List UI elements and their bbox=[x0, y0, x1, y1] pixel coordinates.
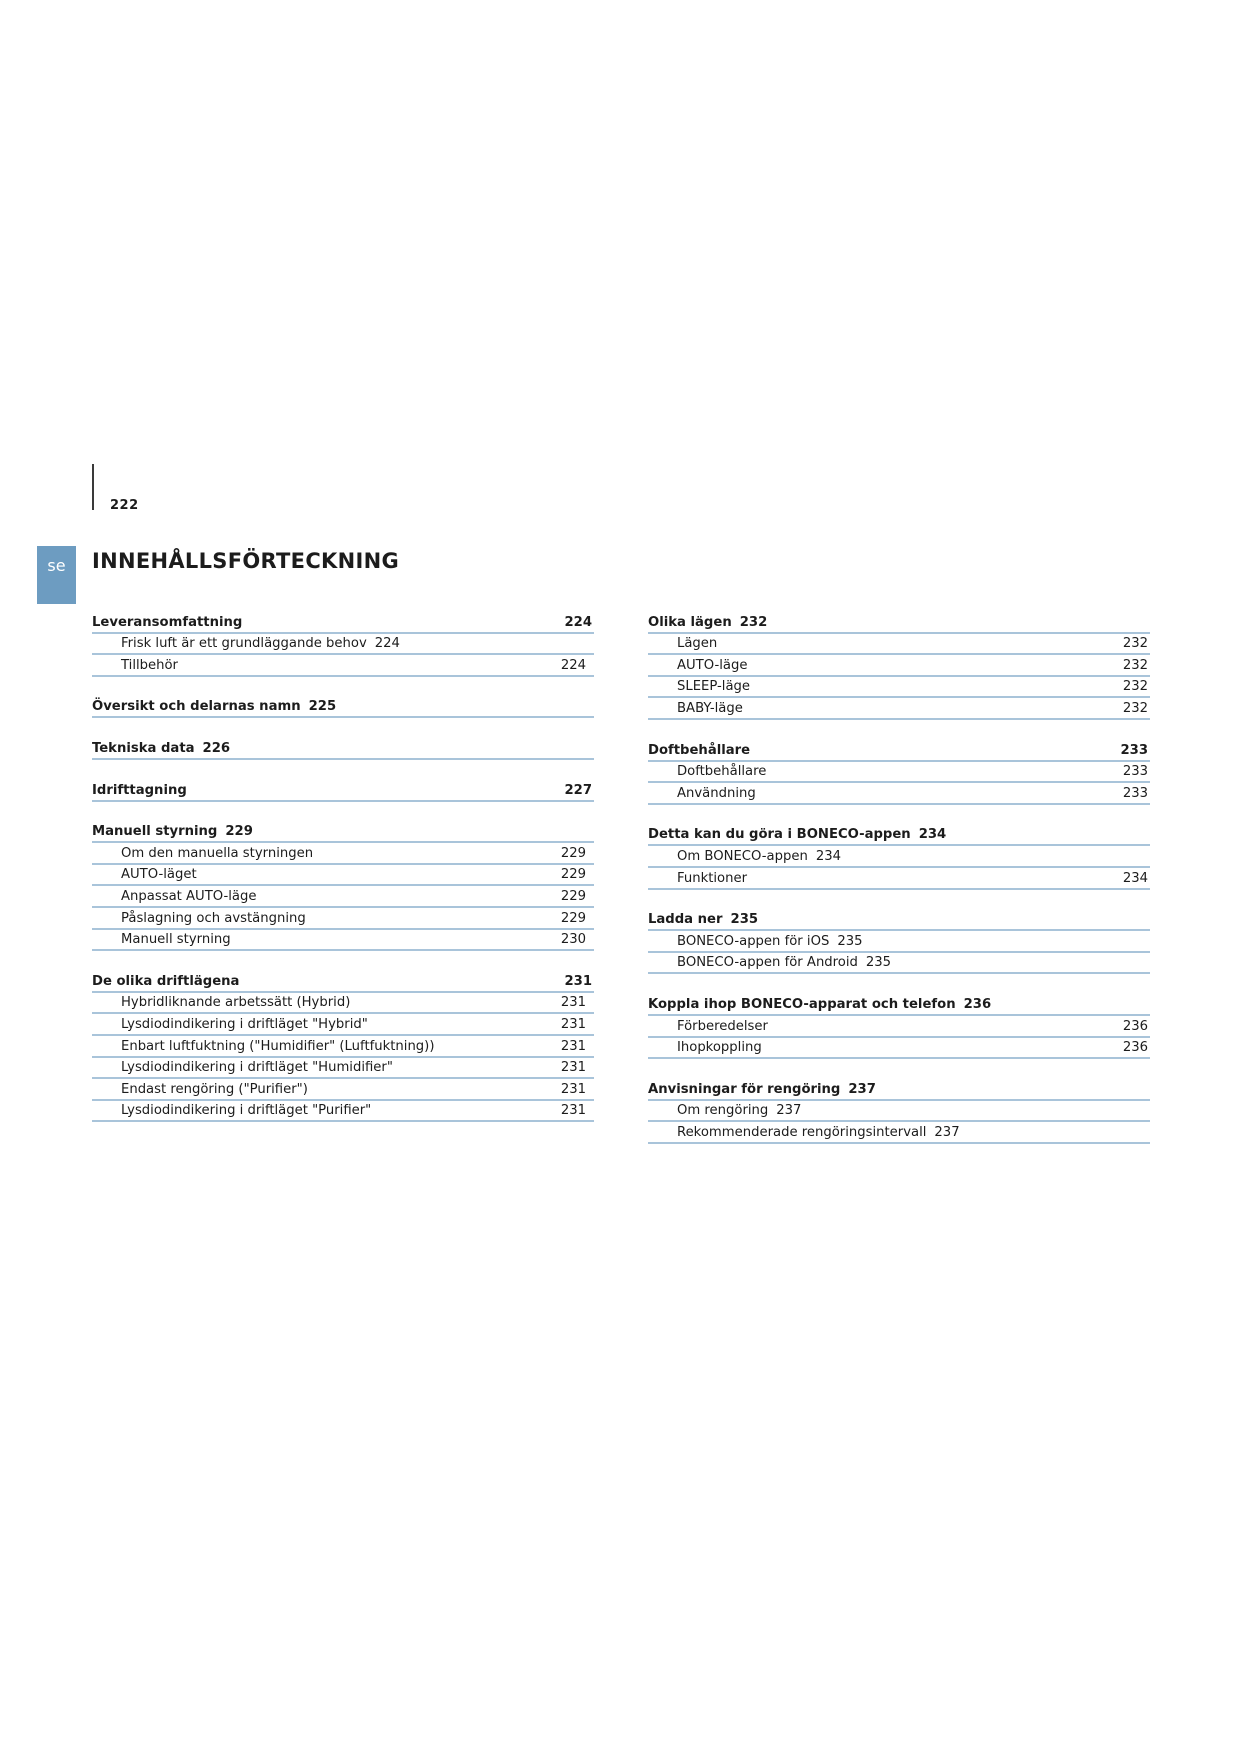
toc-heading-label-wrap bbox=[92, 741, 592, 756]
toc-section bbox=[92, 971, 594, 1122]
toc-heading-label: Tekniska data bbox=[92, 740, 195, 756]
toc-entry-label-wrap bbox=[92, 1017, 561, 1032]
toc-heading-label: Idrifttagning bbox=[92, 782, 187, 798]
toc-heading-inline-page: 234 bbox=[918, 827, 947, 843]
page-number: 222 bbox=[110, 498, 139, 513]
toc-entry-label-wrap bbox=[648, 1103, 1148, 1118]
toc-entry-label: Lysdiodindikering i driftläget "Humidifier" bbox=[121, 1060, 393, 1076]
toc-heading-label-wrap bbox=[92, 824, 592, 839]
toc-entry-row[interactable] bbox=[648, 677, 1150, 699]
toc-entry-label-wrap bbox=[92, 889, 561, 904]
toc-heading-inline-page: 229 bbox=[225, 824, 253, 840]
toc-left-column bbox=[92, 612, 594, 1142]
toc-entry-row[interactable] bbox=[648, 868, 1150, 890]
toc-entry-row[interactable] bbox=[92, 634, 594, 656]
toc-entry-page: 236 bbox=[1122, 1040, 1148, 1056]
toc-entry-page: 224 bbox=[560, 657, 586, 673]
toc-entry-row[interactable] bbox=[648, 698, 1150, 720]
toc-entry-row[interactable] bbox=[92, 843, 594, 865]
toc-entry-label-wrap bbox=[92, 932, 561, 947]
toc-heading-label: Leveransomfattning bbox=[92, 614, 243, 630]
toc-heading-label: Översikt och delarnas namn bbox=[92, 699, 301, 715]
toc-entry-inline-page: 237 bbox=[934, 1124, 960, 1140]
toc-entry-label: Funktioner bbox=[677, 870, 748, 886]
language-tab: se bbox=[37, 546, 76, 604]
toc-heading-label-wrap bbox=[92, 699, 592, 714]
toc-entry-label: BABY-läge bbox=[677, 700, 743, 716]
toc-entry-row[interactable] bbox=[648, 931, 1150, 953]
toc-heading-label-wrap bbox=[648, 615, 1148, 630]
toc-entry-label-wrap bbox=[92, 846, 561, 861]
toc-section bbox=[92, 738, 594, 760]
toc-entry-page: 231 bbox=[560, 1081, 586, 1097]
toc-section bbox=[92, 612, 594, 677]
toc-heading-page: 224 bbox=[564, 614, 592, 630]
toc-entry-page: 232 bbox=[1122, 700, 1148, 716]
toc-entry-label-wrap bbox=[92, 911, 561, 926]
toc-heading-row[interactable] bbox=[92, 697, 594, 719]
toc-entry-label: Anpassat AUTO-läge bbox=[121, 888, 257, 904]
toc-entry-page: 232 bbox=[1122, 679, 1148, 695]
toc-section bbox=[648, 994, 1150, 1059]
toc-entry-label-wrap bbox=[648, 871, 1123, 886]
toc-entry-label-wrap bbox=[92, 1039, 561, 1054]
toc-entry-label-wrap bbox=[648, 849, 1148, 864]
toc-entry-row[interactable] bbox=[92, 1058, 594, 1080]
toc-section bbox=[648, 740, 1150, 805]
toc-heading-label-wrap bbox=[648, 743, 1120, 758]
toc-entry-label-wrap bbox=[92, 1082, 561, 1097]
toc-entry-row[interactable] bbox=[92, 993, 594, 1015]
toc-section bbox=[92, 780, 594, 802]
toc-entry-row[interactable] bbox=[648, 655, 1150, 677]
toc-entry-row[interactable] bbox=[92, 1079, 594, 1101]
toc-heading-row[interactable] bbox=[648, 910, 1150, 932]
toc-entry-row[interactable] bbox=[92, 886, 594, 908]
toc-heading-inline-page: 232 bbox=[739, 614, 768, 630]
toc-heading-inline-page: 237 bbox=[848, 1081, 876, 1097]
toc-heading-inline-page: 226 bbox=[202, 740, 231, 756]
toc-heading-label-wrap bbox=[648, 827, 1148, 842]
toc-entry-page: 236 bbox=[1122, 1018, 1148, 1034]
toc-entry-page: 233 bbox=[1122, 764, 1148, 780]
toc-entry-label: Lysdiodindikering i driftläget "Hybrid" bbox=[121, 1016, 368, 1032]
toc-entry-inline-page: 235 bbox=[837, 933, 863, 949]
toc-entry-label-wrap bbox=[92, 636, 586, 651]
toc-entry-page: 229 bbox=[560, 845, 586, 861]
toc-heading-label: De olika driftlägena bbox=[92, 973, 240, 989]
toc-entry-row[interactable] bbox=[648, 1038, 1150, 1060]
toc-heading-label-wrap bbox=[92, 615, 564, 630]
toc-entry-row[interactable] bbox=[648, 1016, 1150, 1038]
toc-entry-page: 229 bbox=[560, 867, 586, 883]
toc-entry-label-wrap bbox=[648, 786, 1123, 801]
toc-entry-label: Om BONECO-appen bbox=[677, 848, 808, 864]
toc-heading-page: 227 bbox=[564, 782, 592, 798]
toc-entry-inline-page: 235 bbox=[865, 955, 892, 971]
toc-heading-label: Olika lägen bbox=[648, 614, 732, 630]
toc-entry-label: BONECO-appen för Android bbox=[677, 955, 858, 971]
toc-entry-page: 232 bbox=[1122, 657, 1148, 673]
toc-heading-label-wrap bbox=[648, 1082, 1148, 1097]
toc-entry-label-wrap bbox=[92, 1060, 561, 1075]
toc-heading-row[interactable] bbox=[92, 612, 594, 634]
toc-entry-row[interactable] bbox=[92, 1036, 594, 1058]
toc-entry-row[interactable] bbox=[648, 762, 1150, 784]
toc-section bbox=[648, 612, 1150, 720]
toc-heading-row[interactable] bbox=[92, 738, 594, 760]
toc-entry-page: 230 bbox=[560, 932, 586, 948]
toc-heading-inline-page: 225 bbox=[308, 699, 337, 715]
toc-entry-label: Rekommenderade rengöringsintervall bbox=[677, 1124, 927, 1140]
toc-entry-row[interactable] bbox=[648, 634, 1150, 656]
toc-entry-label-wrap bbox=[648, 1125, 1148, 1140]
toc-heading-label: Manuell styrning bbox=[92, 824, 218, 840]
toc-entry-row[interactable] bbox=[92, 1101, 594, 1123]
toc-entry-label: Endast rengöring ("Purifier") bbox=[121, 1081, 308, 1097]
toc-heading-label: Detta kan du göra i BONECO-appen bbox=[648, 827, 911, 843]
toc-entry-page: 231 bbox=[560, 1060, 586, 1076]
toc-entry-label: BONECO-appen för iOS bbox=[677, 933, 830, 949]
toc-section bbox=[648, 910, 1150, 975]
toc-entry-label: Förberedelser bbox=[677, 1018, 768, 1034]
toc-entry-row[interactable] bbox=[92, 865, 594, 887]
toc-entry-page: 231 bbox=[560, 1016, 586, 1032]
toc-entry-inline-page: 224 bbox=[374, 636, 400, 652]
toc-entry-label-wrap bbox=[92, 867, 561, 882]
toc-entry-label: Lägen bbox=[677, 636, 718, 652]
toc-entry-label: Tillbehör bbox=[121, 657, 178, 673]
page-title: INNEHÅLLSFÖRTECKNING bbox=[92, 549, 400, 573]
toc-entry-row[interactable] bbox=[648, 1122, 1150, 1144]
toc-entry-label: Lysdiodindikering i driftläget "Purifier" bbox=[121, 1103, 372, 1119]
toc-heading-row[interactable] bbox=[648, 1079, 1150, 1101]
toc-heading-row[interactable] bbox=[92, 822, 594, 844]
toc-entry-label: Enbart luftfuktning ("Humidifier" (Luftfuktning)) bbox=[121, 1038, 435, 1054]
toc-right-column bbox=[648, 612, 1150, 1164]
toc-heading-label: Koppla ihop BONECO-apparat och telefon bbox=[648, 996, 956, 1012]
toc-section bbox=[648, 825, 1150, 890]
toc-heading-label-wrap bbox=[648, 912, 1148, 927]
toc-entry-label: Doftbehållare bbox=[677, 764, 767, 780]
toc-heading-page: 231 bbox=[564, 973, 592, 989]
toc-heading-label: Doftbehållare bbox=[648, 742, 751, 758]
toc-heading-row[interactable] bbox=[92, 780, 594, 802]
toc-heading-label-wrap bbox=[92, 783, 564, 798]
page-marker-line bbox=[92, 464, 94, 510]
toc-entry-label: SLEEP-läge bbox=[677, 679, 751, 695]
toc-heading-label-wrap bbox=[92, 974, 564, 989]
toc-heading-label: Ladda ner bbox=[648, 912, 723, 928]
toc-heading-row[interactable] bbox=[92, 971, 594, 993]
toc-entry-label-wrap bbox=[648, 955, 1148, 970]
toc-entry-label: Användning bbox=[677, 785, 756, 801]
toc-entry-label-wrap bbox=[92, 995, 561, 1010]
toc-section bbox=[648, 1079, 1150, 1144]
toc-entry-page: 231 bbox=[560, 1103, 586, 1119]
toc-entry-page: 231 bbox=[560, 1038, 586, 1054]
toc-entry-label: Hybridliknande arbetssätt (Hybrid) bbox=[121, 995, 351, 1011]
toc-entry-row[interactable] bbox=[92, 655, 594, 677]
toc-heading-page: 233 bbox=[1120, 742, 1148, 758]
toc-heading-inline-page: 236 bbox=[963, 996, 992, 1012]
toc-entry-label-wrap bbox=[648, 1019, 1123, 1034]
toc-entry-label-wrap bbox=[92, 1103, 561, 1118]
toc-entry-label-wrap bbox=[648, 1040, 1123, 1055]
toc-entry-label: AUTO-läge bbox=[677, 657, 748, 673]
toc-entry-label-wrap bbox=[648, 679, 1123, 694]
toc-entry-label-wrap bbox=[648, 701, 1123, 716]
toc-entry-inline-page: 234 bbox=[815, 848, 841, 864]
toc-heading-label: Anvisningar för rengöring bbox=[648, 1081, 841, 1097]
toc-entry-page: 232 bbox=[1122, 636, 1148, 652]
toc-heading-row[interactable] bbox=[648, 612, 1150, 634]
toc-section bbox=[92, 822, 594, 952]
toc-entry-row[interactable] bbox=[92, 1014, 594, 1036]
toc-heading-row[interactable] bbox=[648, 825, 1150, 847]
toc-entry-page: 229 bbox=[560, 888, 586, 904]
toc-entry-label-wrap bbox=[648, 636, 1123, 651]
toc-heading-row[interactable] bbox=[648, 994, 1150, 1016]
toc-heading-label-wrap bbox=[648, 997, 1148, 1012]
toc-entry-label: Påslagning och avstängning bbox=[121, 910, 306, 926]
toc-entry-label-wrap bbox=[648, 934, 1148, 949]
toc-entry-row[interactable] bbox=[92, 930, 594, 952]
toc-entry-label: Ihopkoppling bbox=[677, 1040, 762, 1056]
toc-entry-label: AUTO-läget bbox=[121, 867, 197, 883]
toc-entry-label: Frisk luft är ett grundläggande behov bbox=[121, 636, 367, 652]
toc-entry-page: 234 bbox=[1122, 870, 1148, 886]
toc-entry-label-wrap bbox=[648, 764, 1123, 779]
toc-entry-row[interactable] bbox=[92, 908, 594, 930]
toc-entry-row[interactable] bbox=[648, 846, 1150, 868]
toc-entry-row[interactable] bbox=[648, 783, 1150, 805]
toc-heading-row[interactable] bbox=[648, 740, 1150, 762]
toc-entry-page: 229 bbox=[560, 910, 586, 926]
toc-entry-label-wrap bbox=[92, 658, 561, 673]
toc-heading-inline-page: 235 bbox=[730, 912, 759, 928]
toc-entry-label: Om rengöring bbox=[677, 1103, 769, 1119]
toc-entry-row[interactable] bbox=[648, 953, 1150, 975]
toc-section bbox=[92, 697, 594, 719]
toc-entry-row[interactable] bbox=[648, 1101, 1150, 1123]
toc-entry-label: Manuell styrning bbox=[121, 932, 231, 948]
toc-entry-inline-page: 237 bbox=[776, 1103, 802, 1119]
toc-entry-page: 231 bbox=[560, 995, 586, 1011]
toc-entry-label-wrap bbox=[648, 658, 1123, 673]
toc-entry-page: 233 bbox=[1122, 785, 1148, 801]
toc-entry-label: Om den manuella styrningen bbox=[121, 845, 314, 861]
